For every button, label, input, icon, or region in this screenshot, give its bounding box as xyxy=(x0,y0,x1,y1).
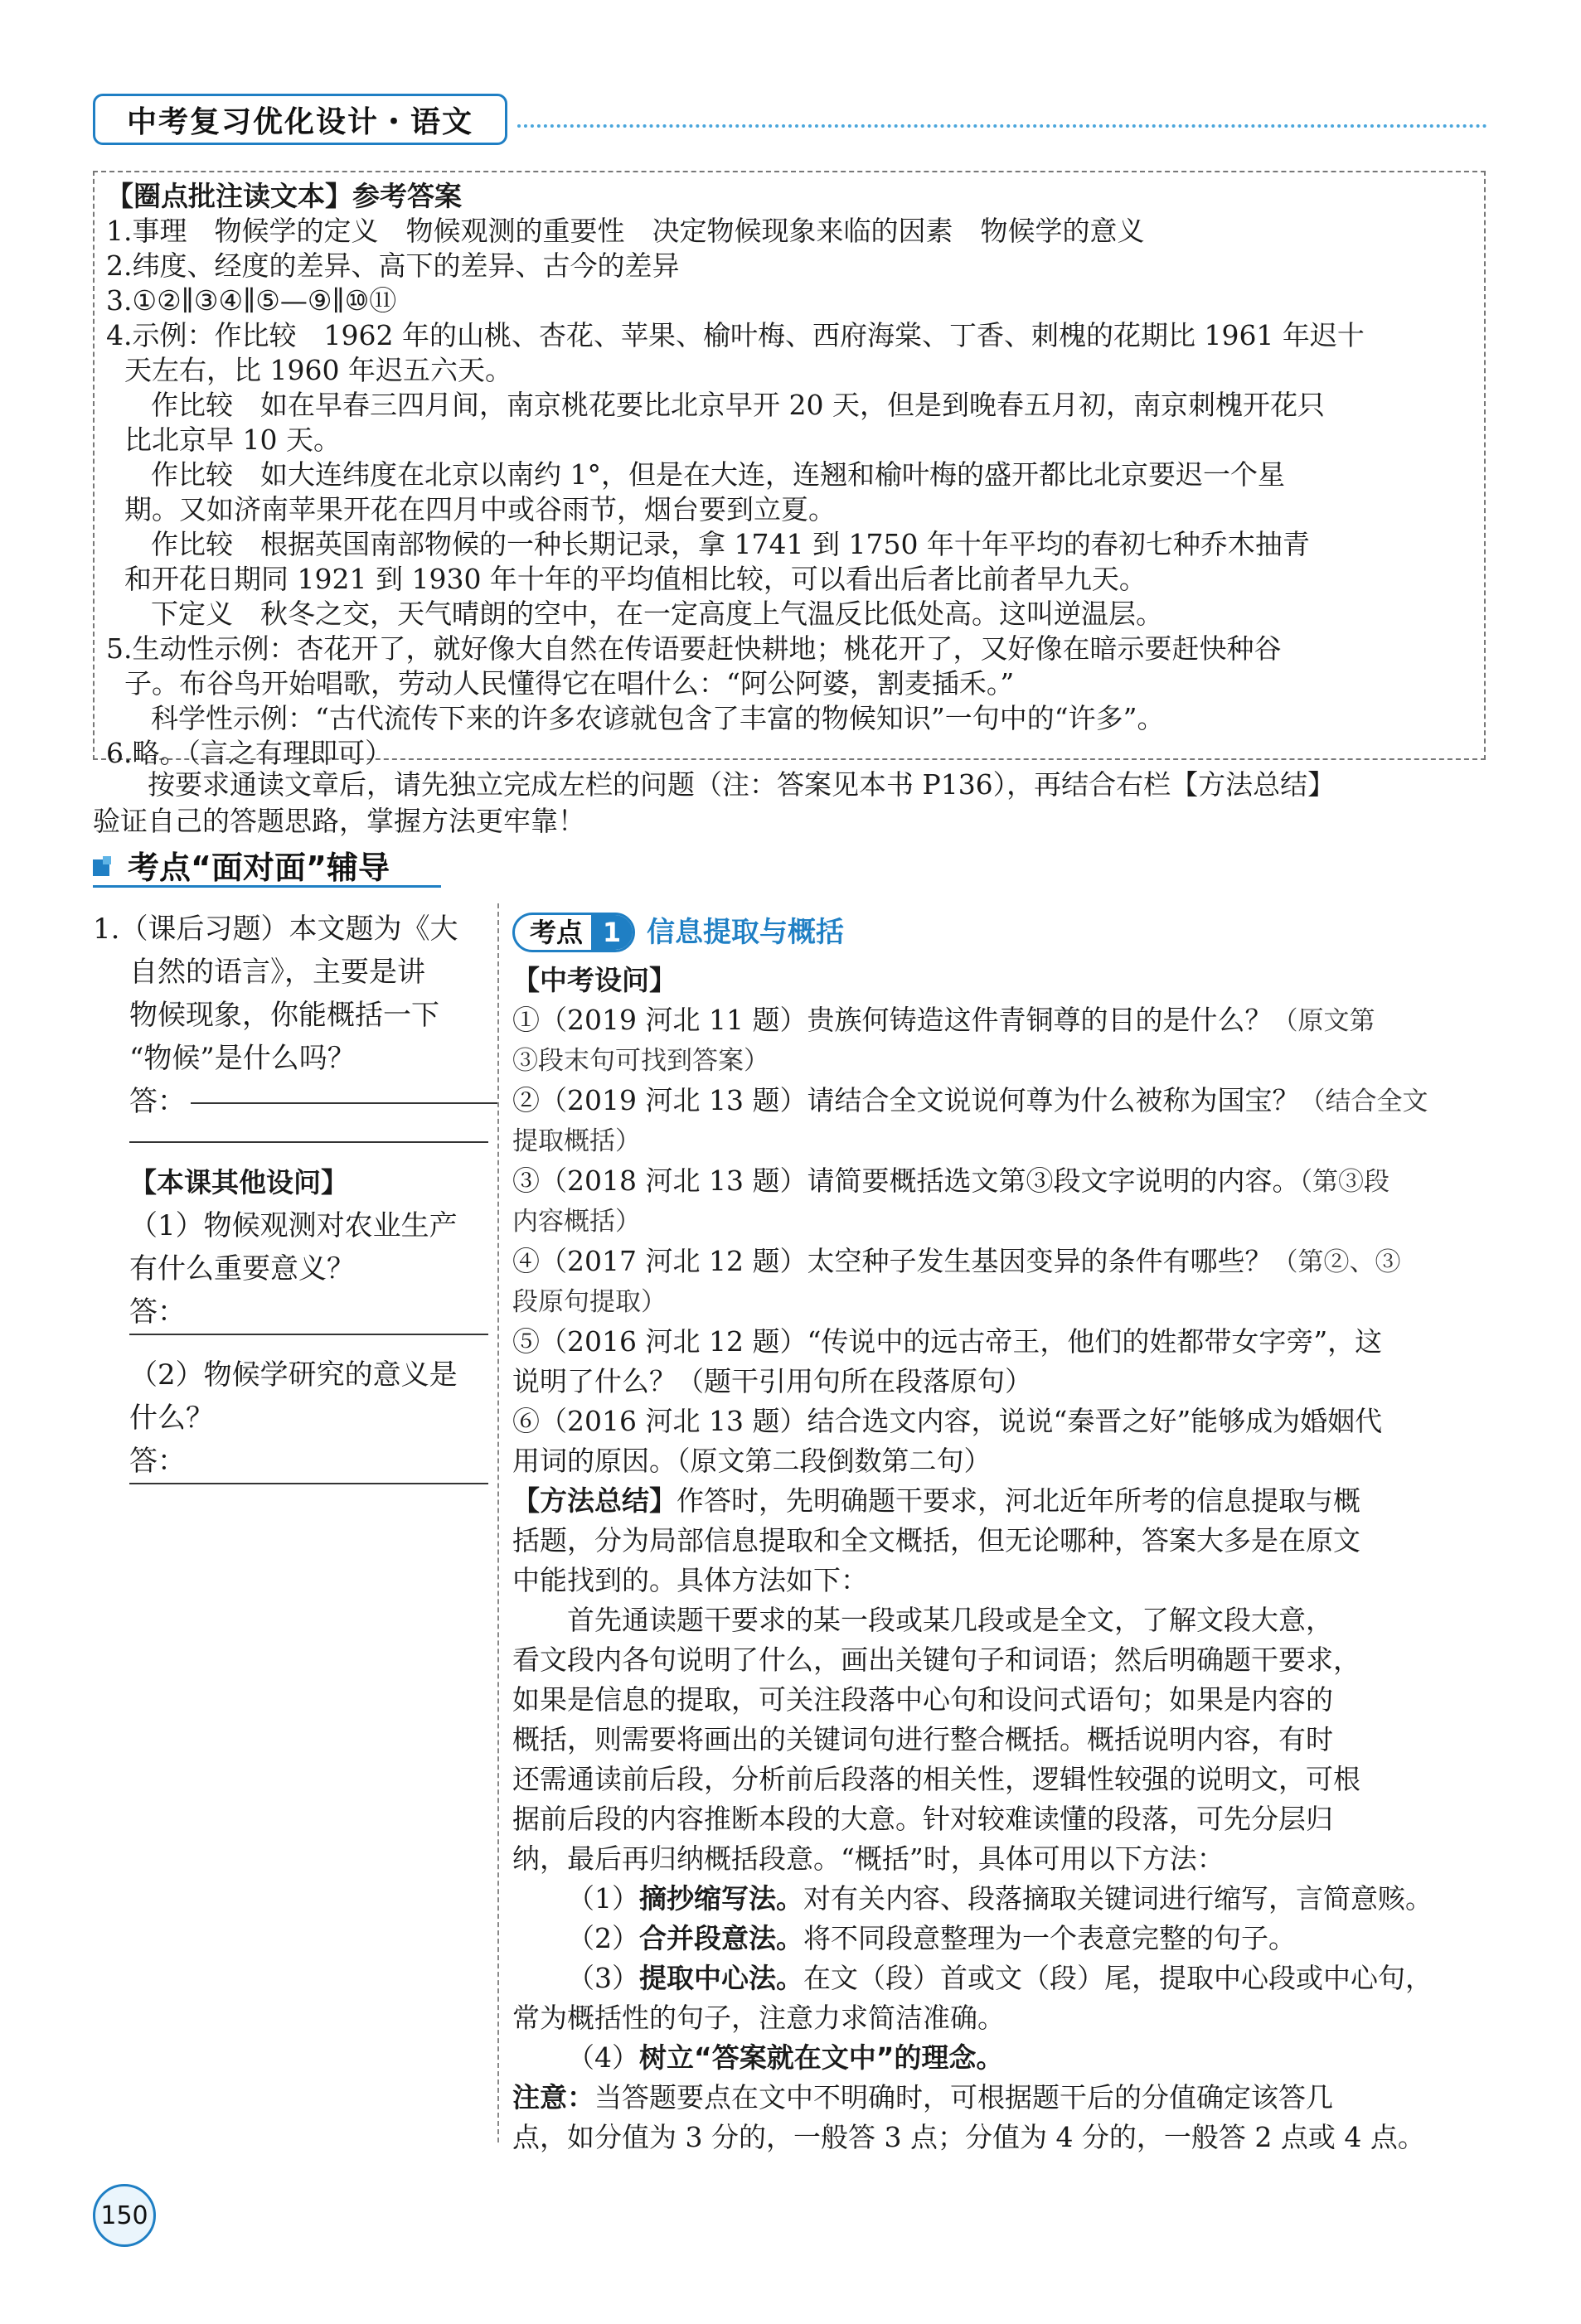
answer-blank[interactable] xyxy=(191,1102,497,1104)
question-text: “物候”是什么吗？ xyxy=(129,1042,356,1075)
kaodian-title: 信息提取与概括 xyxy=(647,916,845,949)
answer-line: 作比较 如在早春三四月间，南京桃花要比北京早开 20 天，但是到晚春五月初，南京刺槐开花只 xyxy=(151,389,1325,421)
answer-line: 作比较 根据英国南部物候的一种长期记录，拿 1741 到 1750 年十年平均的春初七种乔木抽青 xyxy=(151,528,1310,560)
method-summary: 【方法总结】作答时，先明确题干要求，河北近年所考的信息提取与概 xyxy=(512,1484,1360,1517)
note: 注意：当答题要点在文中不明确时，可根据题干后的分值确定该答几 xyxy=(512,2081,1333,2113)
kaodian-header xyxy=(512,908,1487,957)
left-question-column xyxy=(93,908,489,1503)
question-text: 什么？ xyxy=(129,1402,214,1435)
section-title: 考点“面对面”辅导 xyxy=(93,841,390,888)
exam-question-hint: 段原句提取） xyxy=(512,1287,667,1317)
method-paragraph: 首先通读题干要求的某一段或某几段或是全文，了解文段大意， xyxy=(567,1604,1333,1636)
answer-line: 科学性示例：“古代流传下来的许多农谚就包含了丰富的物候知识”一句中的“许多”。 xyxy=(151,702,1165,734)
instruction-text: 按要求通读文章后，请先独立完成左栏的问题（注：答案见本书 P136），再结合右栏【方法总结】 验证自己的答题思路，掌握方法更牢靠！ xyxy=(93,768,1336,837)
exam-question-hint: 说明了什么？（题干引用句所在段落原句） xyxy=(512,1365,1032,1397)
answer-line: 下定义 秋冬之交，天气晴朗的空中，在一定高度上气温反比低处高。这叫逆温层。 xyxy=(151,598,1163,630)
method-item: （3）提取中心法。在文（段）首或文（段）尾，提取中心段或中心句， xyxy=(567,1962,1433,1994)
answer-row: 答： xyxy=(129,1445,186,1478)
answer-row: 答： xyxy=(93,1080,489,1123)
answer-blank[interactable] xyxy=(129,1141,488,1143)
kaodian-badge: 考点 1 xyxy=(512,913,635,952)
exam-question-hint: ③段末句可找到答案） xyxy=(512,1046,769,1076)
answer-row: 答： xyxy=(129,1295,186,1329)
question-text: 1.（课后习题）本文题为《大 xyxy=(93,913,458,946)
answer-line: 子。布谷鸟开始唱歌，劳动人民懂得它在唱什么：“阿公阿婆，割麦插禾。” xyxy=(124,667,1015,700)
zhongkao-heading: 【中考设问】 xyxy=(512,964,677,996)
answer-line: 3.①②∥③④∥⑤—⑨∥⑩⑪ xyxy=(106,284,397,317)
exam-question-hint: 用词的原因。（原文第二段倒数第二句） xyxy=(512,1445,992,1477)
note-line: 点，如分值为 3 分的，一般答 3 点；分值为 4 分的，一般答 2 点或 4 点。 xyxy=(512,2121,1425,2153)
method-item: （2）合并段意法。将不同段意整理为一个表意完整的句子。 xyxy=(567,1922,1296,1954)
answer-blank[interactable] xyxy=(129,1334,488,1335)
page-number: 150 xyxy=(93,2184,156,2247)
answer-blank[interactable] xyxy=(129,1483,488,1484)
column-divider xyxy=(497,903,499,2142)
answer-line: 4.示例：作比较 1962 年的山桃、杏花、苹果、榆叶梅、西府海棠、丁香、刺槐的花期比 1961 年迟十 xyxy=(106,319,1365,351)
answer-heading: 【圈点批注读文本】参考答案 xyxy=(106,180,462,212)
other-questions-heading: 【本课其他设问】 xyxy=(129,1166,348,1198)
method-summary-line: 括题，分为局部信息提取和全文概括，但无论哪种，答案大多是在原文 xyxy=(512,1524,1360,1557)
book-title: 中考复习优化设计・语文 xyxy=(126,104,473,139)
question-text: 有什么重要意义？ xyxy=(129,1252,355,1285)
section-marker-icon xyxy=(93,848,116,881)
exam-question: ④（2017 河北 12 题）太空种子发生基因变异的条件有哪些？（第②、③ xyxy=(512,1245,1401,1277)
exam-question-hint: 提取概括） xyxy=(512,1126,641,1156)
method-paragraph: 如果是信息的提取，可关注段落中心句和设问式语句；如果是内容的 xyxy=(512,1683,1333,1716)
book-title-tab xyxy=(93,94,507,145)
method-item: （1）摘抄缩写法。对有关内容、段落摘取关键词进行缩写，言简意赅。 xyxy=(567,1882,1433,1915)
answer-line: 作比较 如大连纬度在北京以南约 1°，但是在大连，连翘和榆叶梅的盛开都比北京要迟一个星 xyxy=(151,458,1285,491)
question-text: （2）物候学研究的意义是 xyxy=(129,1358,458,1392)
exam-question: ①（2019 河北 11 题）贵族何铸造这件青铜尊的目的是什么？（原文第 xyxy=(512,1004,1375,1036)
exam-question: ③（2018 河北 13 题）请简要概括选文第③段文字说明的内容。（第③段 xyxy=(512,1164,1389,1197)
question-text: 物候现象，你能概括一下 xyxy=(129,999,439,1032)
answer-line: 5.生动性示例：杏花开了，就好像大自然在传语要赶快耕地；桃花开了，又好像在暗示要赶快种谷 xyxy=(106,632,1282,665)
method-item: （4）树立“答案就在文中”的理念。 xyxy=(567,2041,1004,2074)
reference-answer-box xyxy=(93,171,1486,769)
answer-line: 比北京早 10 天。 xyxy=(124,424,341,456)
question-text: 自然的语言》，主要是讲 xyxy=(129,956,425,989)
answer-line: 期。又如济南苹果开花在四月中或谷雨节，烟台要到立夏。 xyxy=(124,493,836,525)
method-paragraph: 据前后段的内容推断本段的大意。针对较难读懂的段落，可先分层归 xyxy=(512,1803,1333,1835)
section-underline xyxy=(93,885,441,888)
answer-line: 1.事理 物候学的定义 物候观测的重要性 决定物候现象来临的因素 物候学的意义 xyxy=(106,215,1145,247)
method-paragraph: 概括，则需要将画出的关键词句进行整合概括。概括说明内容，有时 xyxy=(512,1723,1333,1755)
method-paragraph: 看文段内各句说明了什么，画出关键句子和词语；然后明确题干要求， xyxy=(512,1644,1360,1676)
exam-question: ⑥（2016 河北 13 题）结合选文内容，说说“秦晋之好”能够成为婚姻代 xyxy=(512,1405,1383,1437)
answer-line: 2.纬度、经度的差异、高下的差异、古今的差异 xyxy=(106,249,680,282)
header-dotted-rule xyxy=(517,124,1487,128)
exam-question-hint: 内容概括） xyxy=(512,1207,641,1237)
method-paragraph: 还需通读前后段，分析前后段落的相关性，逻辑性较强的说明文，可根 xyxy=(512,1763,1360,1795)
method-item-cont: 常为概括性的句子，注意力求简洁准确。 xyxy=(512,2002,1005,2034)
right-method-column xyxy=(512,908,1487,2157)
exam-question: ⑤（2016 河北 12 题）“传说中的远古帝王，他们的姓都带女字旁”，这 xyxy=(512,1325,1383,1358)
answer-line: 6.略。（言之有理即可） xyxy=(106,737,392,769)
answer-line: 和开花日期同 1921 到 1930 年十年的平均值相比较，可以看出后者比前者早九天。 xyxy=(124,563,1147,595)
exam-question: ②（2019 河北 13 题）请结合全文说说何尊为什么被称为国宝？（结合全文 xyxy=(512,1084,1428,1116)
method-summary-line: 中能找到的。具体方法如下： xyxy=(512,1564,868,1596)
method-paragraph: 纳，最后再归纳概括段意。“概括”时，具体可用以下方法： xyxy=(512,1842,1225,1875)
question-text: （1）物候观测对农业生产 xyxy=(129,1209,458,1242)
answer-line: 天左右，比 1960 年迟五六天。 xyxy=(124,354,512,386)
